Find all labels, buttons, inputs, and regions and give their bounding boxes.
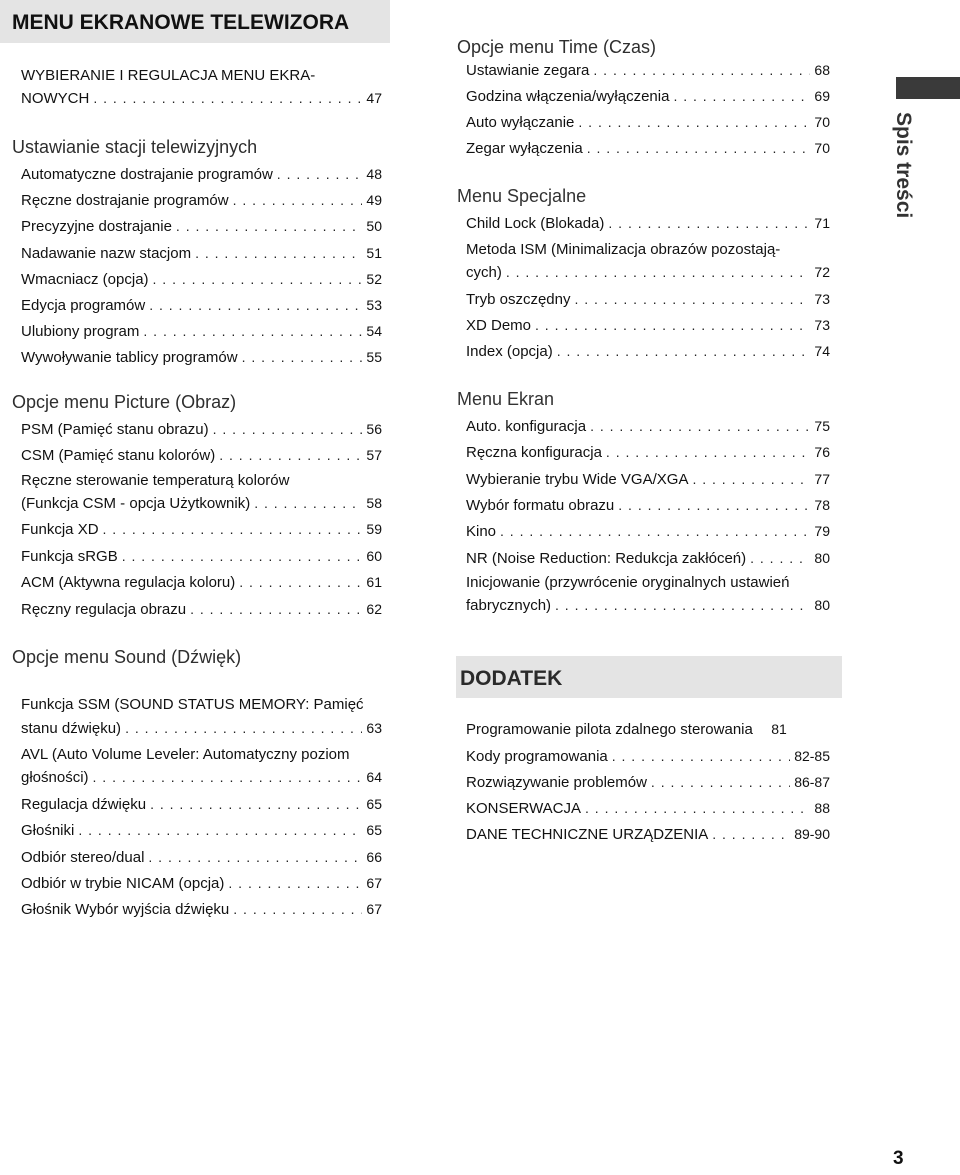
toc-page-number: 47 bbox=[366, 90, 382, 106]
toc-entry-label: Kino bbox=[466, 523, 497, 541]
side-tab-label bbox=[892, 112, 917, 232]
page-title: MENU EKRANOWE TELEWIZORA bbox=[12, 11, 350, 34]
toc-page-number: 48 bbox=[366, 166, 382, 182]
toc-entry[interactable] bbox=[466, 88, 830, 105]
leader-dots bbox=[150, 796, 362, 812]
section-title: Opcje menu Sound (Dźwięk) bbox=[12, 647, 242, 667]
leader-dots bbox=[228, 875, 362, 891]
toc-entry-label: Automatyczne dostrajanie programów bbox=[21, 166, 273, 183]
toc-entry-label: Index (opcja) bbox=[466, 343, 553, 361]
toc-entry[interactable] bbox=[21, 495, 382, 512]
toc-page-number: 49 bbox=[366, 192, 382, 209]
toc-entry[interactable] bbox=[21, 218, 382, 235]
toc-entry-label: Nadawanie nazw stacjom bbox=[21, 244, 192, 262]
toc-page-number: 61 bbox=[366, 574, 382, 590]
toc-page-number: 75 bbox=[814, 418, 830, 434]
toc-entry-line[interactable]: Ręczne sterowanie temperaturą kolorów bbox=[21, 472, 290, 489]
toc-entry[interactable] bbox=[21, 901, 382, 918]
section-title: Menu Specjalne bbox=[457, 186, 587, 206]
leader-dots bbox=[712, 826, 790, 842]
toc-entry-label: Child Lock (Blokada) bbox=[466, 215, 605, 232]
toc-entry[interactable] bbox=[21, 323, 382, 340]
toc-entry-label: Odbiór w trybie NICAM (opcja) bbox=[21, 874, 225, 892]
toc-entry[interactable] bbox=[21, 796, 382, 813]
toc-entry-line[interactable]: Funkcja SSM (SOUND STATUS MEMORY: Pamięć bbox=[21, 696, 364, 713]
toc-page-number: 65 bbox=[366, 796, 382, 812]
section-title: Opcje menu Time (Czas) bbox=[457, 37, 657, 57]
toc-entry-label: Auto wyłączanie bbox=[466, 114, 575, 131]
leader-dots bbox=[176, 218, 363, 234]
toc-entry-label: Ręczna konfiguracja bbox=[466, 444, 602, 462]
leader-dots bbox=[651, 774, 790, 790]
toc-page-number: 53 bbox=[366, 297, 382, 313]
toc-entry-label: Tryb oszczędny bbox=[466, 291, 571, 308]
leader-dots bbox=[93, 769, 363, 785]
leader-dots bbox=[618, 497, 810, 513]
toc-entry[interactable] bbox=[466, 497, 830, 514]
toc-entry-label: Wybór formatu obrazu bbox=[466, 496, 615, 514]
toc-page-number: 78 bbox=[814, 496, 830, 513]
toc-entry-label: Programowanie pilota zdalnego sterowania bbox=[466, 721, 753, 738]
toc-entry-label: Odbiór stereo/dual bbox=[21, 848, 145, 866]
toc-entry-label: Wmacniacz (opcja) bbox=[21, 270, 149, 288]
toc-entry[interactable] bbox=[21, 349, 382, 366]
toc-page-number: 54 bbox=[366, 323, 382, 340]
toc-entry-label: ACM (Aktywna regulacja koloru) bbox=[21, 574, 236, 591]
toc-entry-line[interactable]: Metoda ISM (Minimalizacja obrazów pozostają- bbox=[466, 241, 781, 258]
toc-page-number: 74 bbox=[814, 343, 830, 360]
appendix-header-bar bbox=[456, 656, 842, 698]
toc-page-number: 77 bbox=[814, 470, 830, 487]
leader-dots bbox=[125, 720, 362, 736]
toc-page-number: 60 bbox=[366, 547, 382, 564]
toc-page-number: 59 bbox=[366, 521, 382, 537]
toc-page-number: 51 bbox=[366, 244, 382, 261]
toc-page-number: 70 bbox=[814, 140, 830, 156]
toc-page-number: 76 bbox=[814, 444, 830, 461]
leader-dots bbox=[143, 323, 362, 339]
leader-dots bbox=[219, 447, 362, 463]
toc-entry[interactable] bbox=[21, 822, 382, 839]
leader-dots bbox=[78, 822, 362, 838]
toc-entry-label: Kody programowania bbox=[466, 748, 608, 765]
toc-entry[interactable] bbox=[466, 523, 830, 540]
toc-entry[interactable] bbox=[21, 166, 382, 183]
toc-entry[interactable] bbox=[21, 421, 382, 438]
toc-entry[interactable] bbox=[466, 264, 830, 281]
toc-entry[interactable] bbox=[21, 720, 382, 737]
leader-dots bbox=[587, 140, 811, 156]
header-bar bbox=[0, 0, 390, 43]
toc-entry-label: stanu dźwięku) bbox=[21, 720, 122, 737]
toc-page-number: 73 bbox=[814, 317, 830, 334]
toc-entry-label: Głośniki bbox=[21, 822, 75, 840]
toc-entry[interactable] bbox=[21, 271, 382, 288]
toc-entry[interactable] bbox=[21, 245, 382, 262]
leader-dots bbox=[500, 523, 810, 539]
page-number: 3 bbox=[893, 1148, 904, 1169]
toc-entry[interactable] bbox=[466, 62, 830, 79]
toc-entry-label: Rozwiązywanie problemów bbox=[466, 774, 647, 791]
toc-entry-label: PSM (Pamięć stanu obrazu) bbox=[21, 421, 209, 438]
toc-entry[interactable] bbox=[466, 800, 830, 817]
leader-dots bbox=[122, 548, 363, 564]
toc-page-number: 72 bbox=[814, 264, 830, 280]
leader-dots bbox=[585, 800, 810, 816]
leader-dots bbox=[555, 597, 810, 613]
toc-entry-label: Zegar wyłączenia bbox=[466, 140, 583, 157]
leader-dots bbox=[590, 418, 810, 434]
toc-page-number: 52 bbox=[366, 270, 382, 287]
toc-entry[interactable] bbox=[466, 291, 830, 308]
toc-entry-label: Funkcja XD bbox=[21, 521, 99, 538]
leader-dots bbox=[148, 849, 362, 865]
leader-dots bbox=[750, 550, 810, 566]
toc-page-number: 63 bbox=[366, 720, 382, 736]
leader-dots bbox=[606, 444, 811, 460]
toc-entry-label: KONSERWACJA bbox=[466, 800, 582, 817]
toc-entry[interactable] bbox=[21, 548, 382, 565]
toc-entry-label: Ustawianie zegara bbox=[466, 62, 590, 79]
toc-page-number: 62 bbox=[366, 600, 382, 617]
toc-page-number: 82-85 bbox=[794, 748, 830, 764]
leader-dots bbox=[190, 601, 362, 617]
toc-entry-label: Godzina włączenia/wyłączenia bbox=[466, 88, 670, 105]
toc-entry-label: głośności) bbox=[21, 769, 89, 786]
toc-entry[interactable] bbox=[466, 550, 830, 567]
leader-dots bbox=[233, 901, 362, 917]
toc-page-number: 64 bbox=[366, 769, 382, 785]
leader-dots bbox=[254, 495, 362, 511]
appendix-title: DODATEK bbox=[460, 667, 563, 690]
toc-page-number: 55 bbox=[366, 349, 382, 366]
toc-entry[interactable] bbox=[466, 343, 830, 360]
leader-dots bbox=[574, 291, 810, 307]
toc-entry-label: Ręczny regulacja obrazu bbox=[21, 600, 187, 618]
toc-entry-label: Głośnik Wybór wyjścia dźwięku bbox=[21, 901, 230, 919]
toc-entry[interactable] bbox=[21, 601, 382, 618]
leader-dots bbox=[506, 264, 811, 280]
toc-page-number: 88 bbox=[814, 800, 830, 816]
leader-dots bbox=[593, 62, 810, 78]
toc-page-number: 70 bbox=[814, 114, 830, 130]
toc-entry[interactable] bbox=[21, 849, 382, 866]
toc-entry[interactable] bbox=[21, 447, 382, 464]
toc-page-number: 56 bbox=[366, 421, 382, 437]
leader-dots bbox=[608, 215, 810, 231]
toc-entry[interactable] bbox=[21, 90, 382, 107]
toc-page-number: 65 bbox=[366, 822, 382, 839]
toc-entry[interactable] bbox=[466, 826, 830, 843]
toc-entry[interactable] bbox=[466, 774, 830, 791]
toc-entry[interactable] bbox=[466, 114, 830, 131]
leader-dots bbox=[673, 88, 810, 104]
toc-entry-label: DANE TECHNICZNE URZĄDZENIA bbox=[466, 826, 709, 843]
toc-page-number: 50 bbox=[366, 218, 382, 235]
toc-entry-label: cych) bbox=[466, 264, 502, 281]
toc-entry[interactable] bbox=[466, 444, 830, 461]
side-tab-marker bbox=[896, 77, 960, 99]
leader-dots bbox=[93, 90, 362, 106]
toc-entry[interactable] bbox=[21, 769, 382, 786]
toc-entry[interactable] bbox=[466, 721, 830, 738]
toc-page-number: 81 bbox=[771, 721, 787, 737]
toc-entry[interactable] bbox=[466, 215, 830, 232]
leader-dots bbox=[233, 192, 363, 208]
leader-dots bbox=[692, 471, 810, 487]
toc-entry[interactable] bbox=[21, 192, 382, 209]
side-tab-text: Spis treści bbox=[892, 112, 915, 219]
toc-entry-label: (Funkcja CSM - opcja Użytkownik) bbox=[21, 495, 251, 512]
toc-page-number: 80 bbox=[814, 597, 830, 613]
toc-page-number: 58 bbox=[366, 495, 382, 511]
toc-page-number: 67 bbox=[366, 874, 382, 891]
toc-entry-label: Funkcja sRGB bbox=[21, 547, 118, 565]
toc-entry[interactable] bbox=[466, 597, 830, 614]
leader-dots bbox=[153, 271, 363, 287]
toc-entry-line[interactable]: WYBIERANIE I REGULACJA MENU EKRA- bbox=[21, 67, 316, 84]
toc-page-number: 57 bbox=[366, 447, 382, 463]
toc-entry-label: Wybieranie trybu Wide VGA/XGA bbox=[466, 470, 689, 488]
toc-page-number: 79 bbox=[814, 523, 830, 540]
toc-entry-label: Edycja programów bbox=[21, 297, 146, 314]
toc-page-number: 68 bbox=[814, 62, 830, 78]
toc-entry[interactable] bbox=[21, 521, 382, 538]
leader-dots bbox=[149, 297, 362, 313]
toc-page-number: 73 bbox=[814, 291, 830, 307]
leader-dots bbox=[103, 521, 363, 537]
toc-entry-label: Ręczne dostrajanie programów bbox=[21, 192, 229, 210]
toc-entry-line[interactable]: Inicjowanie (przywrócenie oryginalnych ustawień bbox=[466, 574, 790, 591]
toc-entry[interactable] bbox=[21, 574, 382, 591]
leader-dots bbox=[213, 421, 363, 437]
leader-dots bbox=[277, 166, 363, 182]
toc-entry[interactable] bbox=[466, 471, 830, 488]
toc-entry[interactable] bbox=[21, 297, 382, 314]
leader-dots bbox=[612, 748, 790, 764]
toc-page-number: 66 bbox=[366, 848, 382, 865]
toc-entry-label: NR (Noise Reduction: Redukcja zakłóceń) bbox=[466, 549, 747, 567]
toc-page-number: 86-87 bbox=[794, 774, 830, 790]
toc-page-number: 69 bbox=[814, 88, 830, 104]
toc-entry-label: CSM (Pamięć stanu kolorów) bbox=[21, 447, 216, 464]
toc-page-number: 89-90 bbox=[794, 826, 830, 842]
toc-entry[interactable] bbox=[466, 418, 830, 435]
toc-page-number: 67 bbox=[366, 901, 382, 918]
toc-entry-label: fabrycznych) bbox=[466, 597, 552, 614]
toc-page-number: 71 bbox=[814, 215, 830, 231]
section-title: Menu Ekran bbox=[457, 389, 555, 409]
leader-dots bbox=[557, 343, 811, 359]
toc-entry[interactable] bbox=[21, 875, 382, 892]
toc-entry-label: NOWYCH bbox=[21, 90, 90, 107]
toc-entry-label: Wywoływanie tablicy programów bbox=[21, 349, 238, 367]
leader-dots bbox=[535, 317, 810, 333]
toc-page-number: 80 bbox=[814, 549, 830, 566]
leader-dots bbox=[239, 574, 362, 590]
section-title: Opcje menu Picture (Obraz) bbox=[12, 392, 237, 412]
leader-dots bbox=[195, 245, 362, 261]
toc-entry-line[interactable]: AVL (Auto Volume Leveler: Automatyczny poziom bbox=[21, 746, 350, 763]
leader-dots bbox=[578, 114, 810, 130]
toc-entry-label: Auto. konfiguracja bbox=[466, 418, 587, 435]
toc-entry-label: Regulacja dźwięku bbox=[21, 796, 147, 813]
section-title: Ustawianie stacji telewizyjnych bbox=[12, 137, 258, 157]
toc-entry-label: Ulubiony program bbox=[21, 323, 140, 341]
toc-entry-label: XD Demo bbox=[466, 317, 532, 335]
toc-entry[interactable] bbox=[466, 317, 830, 334]
leader-dots bbox=[242, 349, 363, 365]
toc-entry-label: Precyzyjne dostrajanie bbox=[21, 218, 172, 236]
toc-entry[interactable] bbox=[466, 140, 830, 157]
toc-entry[interactable] bbox=[466, 748, 830, 765]
